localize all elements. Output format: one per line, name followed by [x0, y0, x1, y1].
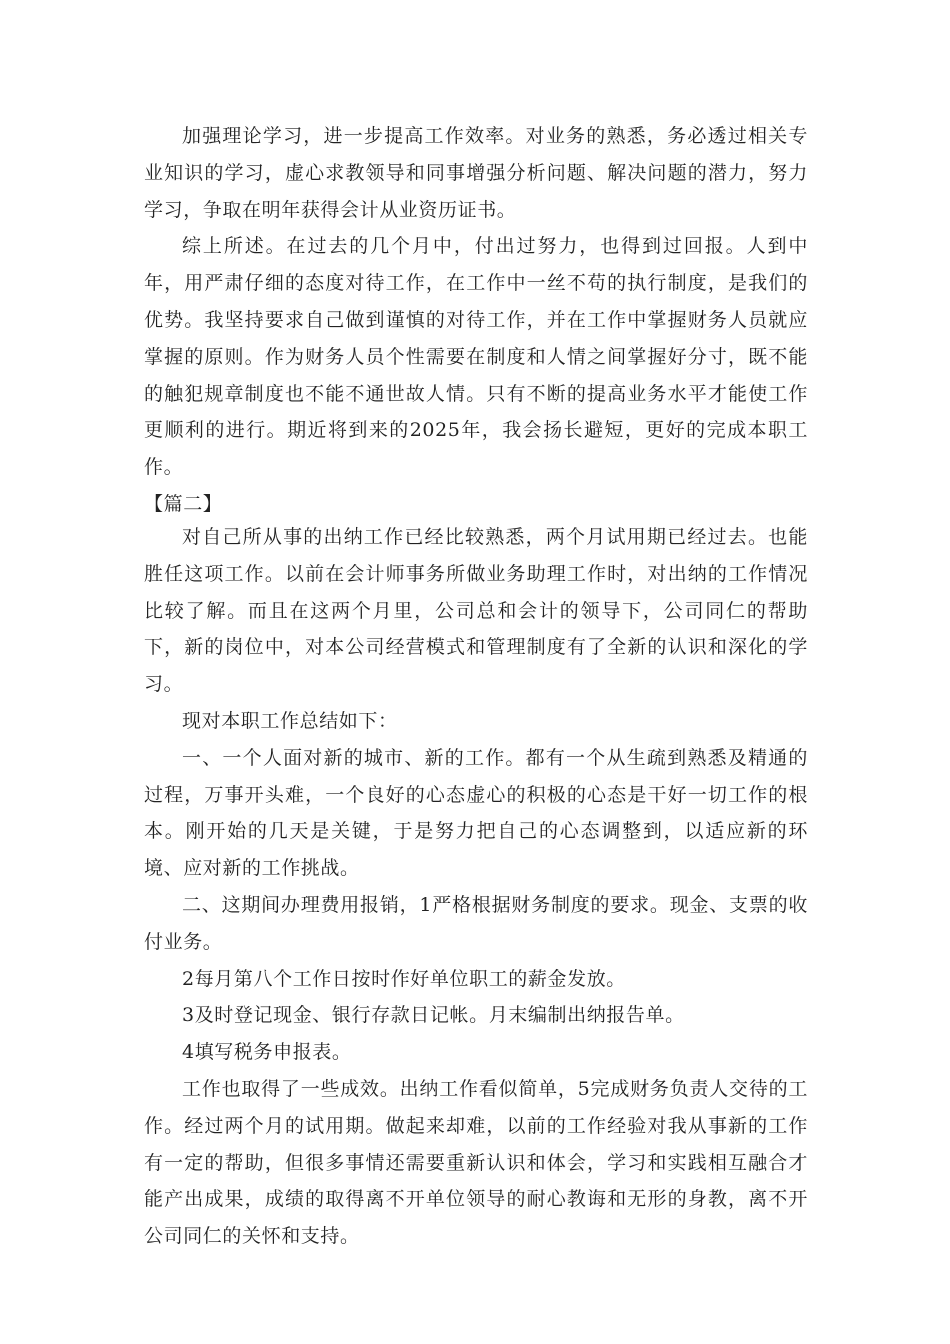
paragraph: 现对本职工作总结如下： [182, 709, 398, 732]
paragraph: 4填写税务申报表。 [182, 1041, 352, 1064]
section-heading: 【篇二】 [144, 492, 223, 515]
section-two [144, 519, 808, 1255]
paragraph: 2每月第八个工作日按时作好单位职工的薪金发放。 [182, 967, 626, 990]
section-one [144, 118, 808, 523]
paragraph: 工作也取得了一些成效。出纳工作看似简单，5完成财务负责人交待的工作。经过两个月的试用期。做起来却难，以前的工作经验对我从事新的工作有一定的帮助，但很多事情还需要重新认识和体会，学习和实践相互融合才能产出成果，成绩的取得离不开单位领导的耐心教诲和无形的身教，离不开公司同仁的关怀和支持。 [144, 1077, 808, 1248]
paragraph: 对自己所从事的出纳工作已经比较熟悉，两个月试用期已经过去。也能胜任这项工作。以前在会计师事务所做业务助理工作时，对出纳的工作情况比较了解。而且在这两个月里，公司总和会计的领导下，公司同仁的帮助下，新的岗位中，对本公司经营模式和管理制度有了全新的认识和深化的学习。 [144, 526, 808, 696]
paragraph: 3及时登记现金、银行存款日记帐。月末编制出纳报告单。 [182, 1004, 685, 1027]
paragraph: 二、这期间办理费用报销，1严格根据财务制度的要求。现金、支票的收付业务。 [144, 893, 808, 953]
paragraph: 综上所述。在过去的几个月中，付出过努力，也得到过回报。人到中年，用严肃仔细的态度对待工作，在工作中一丝不苟的执行制度，是我们的优势。我坚持要求自己做到谨慎的对待工作，并在工作中掌握财务人员就应掌握的原则。作为财务人员个性需要在制度和人情之间掌握好分寸，既不能的触犯规章制度也不能不通世故人情。只有不断的提高业务水平才能使工作更顺利的进行。期近将到来的2025年，我会扬长避短，更好的完成本职工作。 [144, 235, 808, 479]
paragraph: 加强理论学习，进一步提高工作效率。对业务的熟悉，务必透过相关专业知识的学习，虚心求教领导和同事增强分析问题、解决问题的潜力，努力学习，争取在明年获得会计从业资历证书。 [144, 125, 808, 221]
paragraph: 一、一个人面对新的城市、新的工作。都有一个从生疏到熟悉及精通的过程，万事开头难，一个良好的心态虚心的积极的心态是干好一切工作的根本。刚开始的几天是关键，于是努力把自己的心态调整到，以适应新的环境、应对新的工作挑战。 [144, 746, 808, 880]
